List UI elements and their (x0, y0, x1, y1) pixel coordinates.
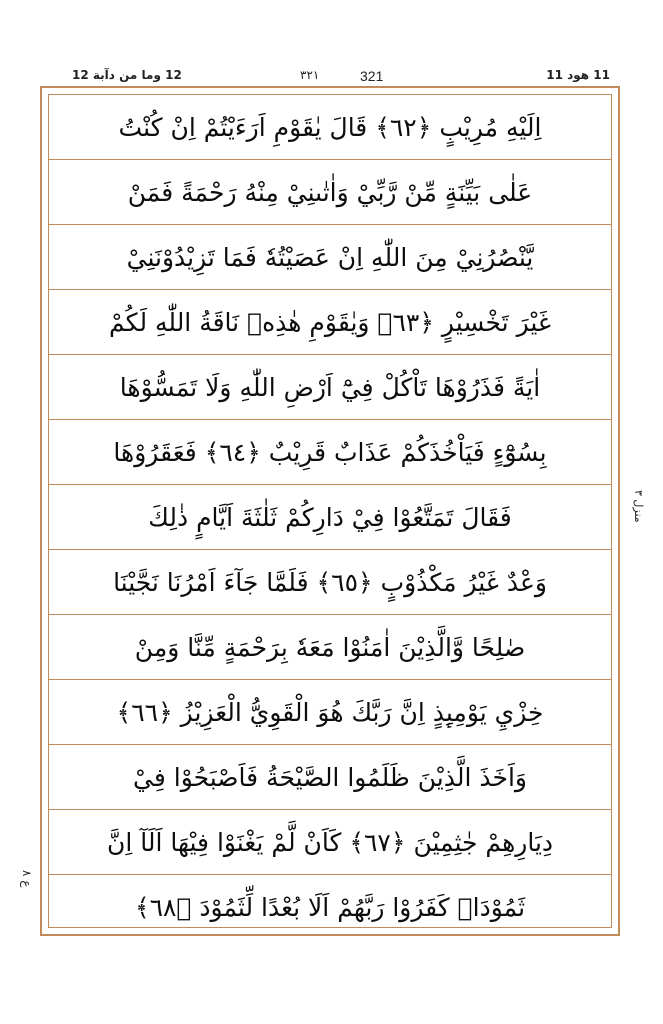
text-area (48, 94, 612, 928)
text-line (49, 875, 611, 940)
line-text: وَعْدٌ غَيْرُ مَكْذُوْبٍ ﴿٦٥﴾ فَلَمَّا جَآءَ اَمْرُنَا نَجَّيْنَا (113, 567, 547, 597)
text-line (49, 160, 611, 225)
text-line (49, 355, 611, 420)
page-frame (40, 86, 620, 936)
line-text: بِسُوْٓءٍ فَيَاْخُذَكُمْ عَذَابٌ قَرِيْبٌ ﴿٦٤﴾ فَعَقَرُوْهَا (113, 437, 547, 467)
line-text: صٰلِحًا وَّالَّذِيْنَ اٰمَنُوْا مَعَهٗ بِرَحْمَةٍ مِّنَّا وَمِنْ (134, 632, 526, 662)
page-header (40, 66, 620, 86)
juz-label: 12 وما من دآبة 12 (72, 68, 182, 82)
text-line (49, 615, 611, 680)
line-text: خِزْيِ يَوْمِىِٕذٍ اِنَّ رَبَّكَ هُوَ الْقَوِيُّ الْعَزِيْزُ ﴿٦٦﴾ (116, 697, 544, 727)
text-line (49, 95, 611, 160)
line-text: غَيْرَ تَخْسِيْرٍ ﴿٦٣﴾ وَيٰقَوْمِ هٰذِهٖ نَاقَةُ اللّٰهِ لَكُمْ (109, 307, 552, 337)
text-line (49, 550, 611, 615)
page-number-arabic: ٣٢١ (300, 68, 320, 82)
text-line (49, 810, 611, 875)
line-text: اِلَيْهِ مُرِيْبٍ ﴿٦٢﴾ قَالَ يٰقَوْمِ اَرَءَيْتُمْ اِنْ كُنْتُ (118, 112, 542, 142)
line-text: اٰيَةً فَذَرُوْهَا تَاْكُلْ فِيْٓ اَرْضِ اللّٰهِ وَلَا تَمَسُّوْهَا (119, 372, 541, 402)
text-line (49, 225, 611, 290)
text-line (49, 290, 611, 355)
line-text: عَلٰى بَيِّنَةٍ مِّنْ رَّبِّيْ وَاٰتٰىنِيْ مِنْهُ رَحْمَةً فَمَنْ (127, 177, 533, 207)
line-text: يَّنْصُرُنِيْ مِنَ اللّٰهِ اِنْ عَصَيْتُهٗ فَمَا تَزِيْدُوْنَنِيْ (126, 242, 534, 272)
manzil-label: منزل ٣ (632, 490, 645, 523)
text-line (49, 420, 611, 485)
text-line (49, 745, 611, 810)
ruku-marker: ع ٨ (20, 870, 34, 888)
text-line (49, 485, 611, 550)
line-text: دِيَارِهِمْ جٰثِمِيْنَ ﴿٦٧﴾ كَاَنْ لَّمْ يَغْنَوْا فِيْهَا اَلَآ اِنَّ (106, 827, 554, 857)
line-text: فَقَالَ تَمَتَّعُوْا فِيْ دَارِكُمْ ثَلٰثَةَ اَيَّامٍ ذٰلِكَ (148, 502, 512, 532)
surah-label: 11 هود 11 (546, 68, 610, 82)
page-number: 321 (360, 68, 384, 84)
text-line (49, 680, 611, 745)
line-text: وَاَخَذَ الَّذِيْنَ ظَلَمُوا الصَّيْحَةُ فَاَصْبَحُوْا فِيْ (133, 762, 527, 792)
line-text: ثَمُوْدَا۟ كَفَرُوْا رَبَّهُمْ اَلَا بُعْدًا لِّثَمُوْدَ ﴿٦٨﴾ (134, 893, 526, 922)
